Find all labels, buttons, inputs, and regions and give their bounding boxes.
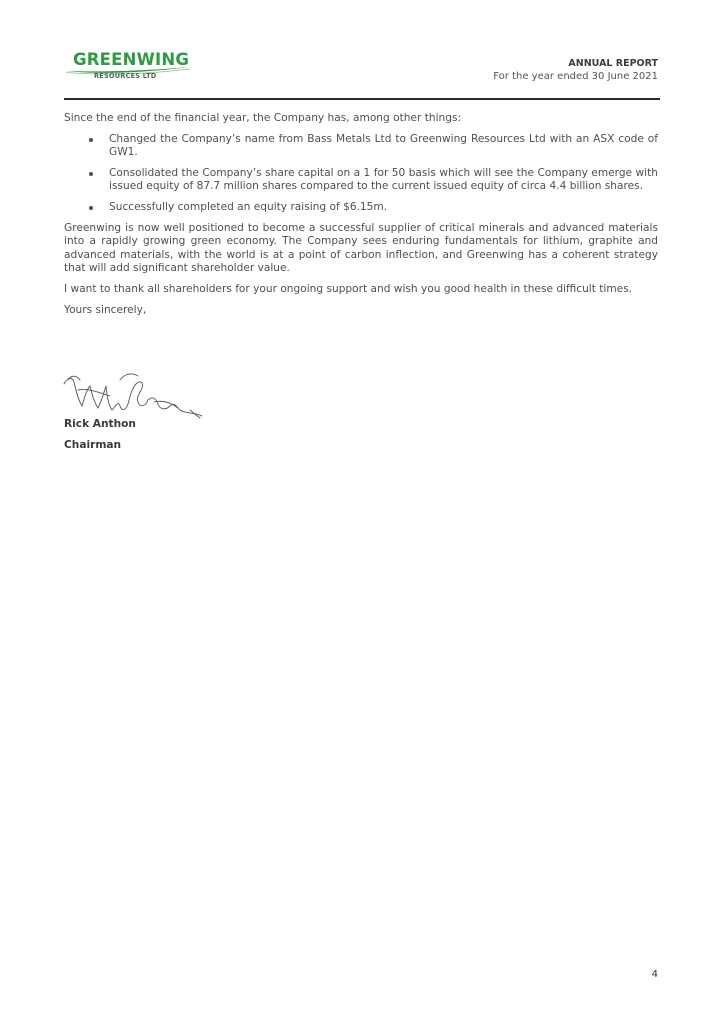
list-item-text: Successfully completed an equity raising of $6.15m. <box>109 200 388 213</box>
handwritten-signature <box>58 366 208 422</box>
signer-name: Rick Anthon <box>64 418 136 430</box>
list-item <box>64 167 658 194</box>
intro-paragraph: Since the end of the financial year, the Company has, among other things: <box>64 112 462 124</box>
signer-role: Chairman <box>64 439 122 451</box>
thanks-paragraph: I want to thank all shareholders for your ongoing support and wish you good health in these difficult times. <box>64 282 633 295</box>
outlook-paragraph: Greenwing is now well positioned to become a successful supplier of critical minerals and advanced materials into a rapidly growing green economy. The Company sees enduring fundamentals for lithium, graphite and advanced materials, with the world is at a point of carbon inflection, and Greenwing has a coherent strategy that will add significant shareholder value. <box>64 221 658 275</box>
report-period: For the year ended 30 June 2021 <box>493 71 658 82</box>
bullet-icon <box>89 172 93 176</box>
list-item <box>64 201 658 215</box>
header-divider <box>64 98 660 100</box>
list-item-text: Changed the Company’s name from Bass Metals Ltd to Greenwing Resources Ltd with an ASX code of GW1. <box>109 132 658 159</box>
logo-subtitle: RESOURCES LTD <box>94 72 157 80</box>
achievements-list <box>64 133 658 215</box>
closing-line: Yours sincerely, <box>64 303 147 316</box>
list-item <box>64 133 658 160</box>
report-title: ANNUAL REPORT <box>568 58 658 69</box>
company-logo <box>64 51 194 85</box>
page-number: 4 <box>651 969 658 980</box>
bullet-icon <box>89 206 93 210</box>
letter-body <box>64 112 658 324</box>
logo-wordmark: GREENWING <box>73 50 190 69</box>
bullet-icon <box>89 138 93 142</box>
list-item-text: Consolidated the Company’s share capital on a 1 for 50 basis which will see the Company emerge with issued equity of 87.7 million shares compared to the current issued equity of circa 4.4 billion shares. <box>109 166 658 193</box>
